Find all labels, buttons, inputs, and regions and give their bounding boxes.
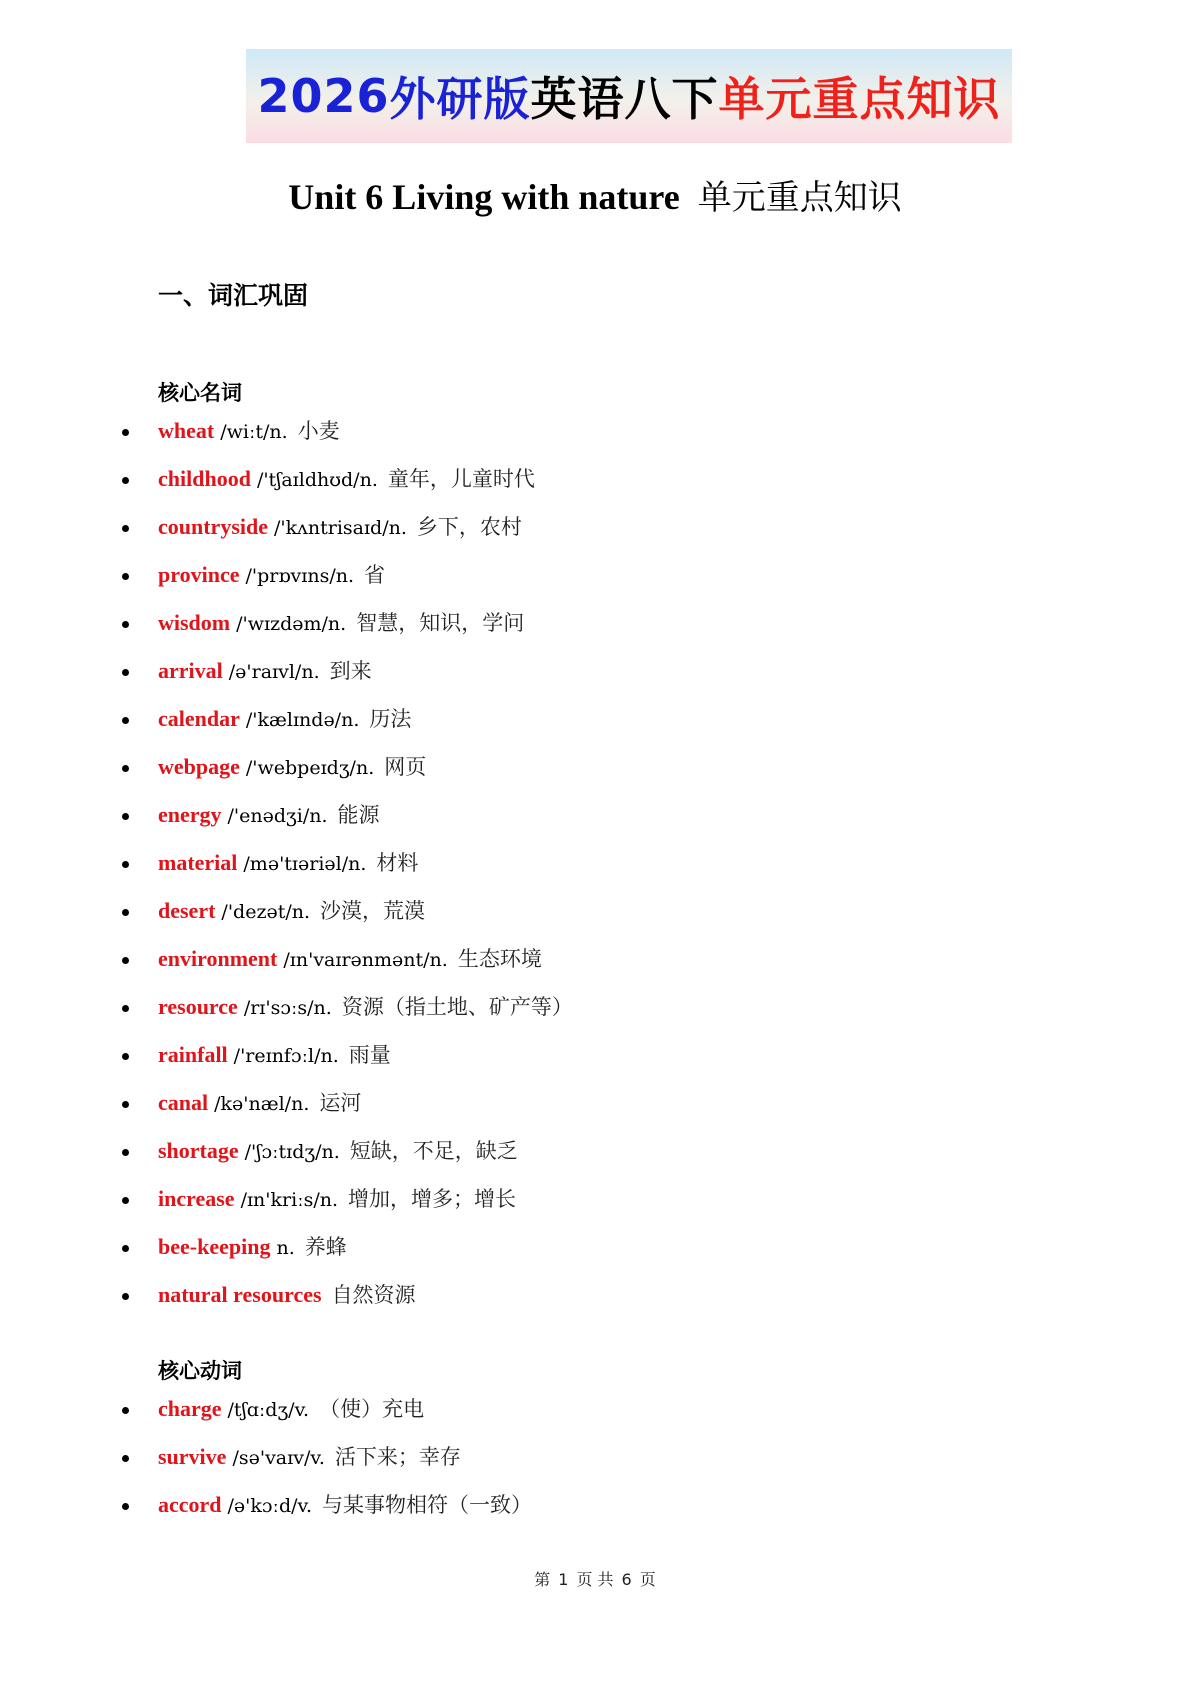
- bullet-icon: [122, 1455, 129, 1462]
- vocab-meaning: 养蜂: [304, 1235, 347, 1259]
- vocab-phonetic: /ə'raɪvl/n.: [228, 661, 320, 683]
- vocab-word: material: [158, 850, 238, 875]
- bullet-icon: [122, 1101, 129, 1108]
- vocab-word: shortage: [158, 1138, 239, 1163]
- banner-publisher: 外研版: [389, 72, 531, 126]
- vocab-word: survive: [158, 1444, 227, 1469]
- vocab-item: [0, 1491, 1190, 1539]
- vocab-item: [0, 609, 1190, 657]
- page-footer: [0, 1567, 1190, 1590]
- vocab-item: [0, 561, 1190, 609]
- vocab-word: charge: [158, 1396, 222, 1421]
- vocab-phonetic: /'webpeɪdʒ/n.: [245, 757, 375, 779]
- vocab-meaning: 与某事物相符（一致）: [322, 1493, 533, 1517]
- vocab-meaning: 网页: [384, 755, 427, 779]
- vocab-phonetic: /ɪn'vaɪrənmənt/n.: [283, 949, 448, 971]
- vocab-item: [0, 1185, 1190, 1233]
- bullet-icon: [122, 1407, 129, 1414]
- bullet-icon: [122, 957, 129, 964]
- bullet-icon: [122, 621, 129, 628]
- vocab-word: environment: [158, 946, 278, 971]
- vocab-meaning: （使）充电: [319, 1397, 425, 1421]
- vocab-meaning: 到来: [329, 659, 372, 683]
- unit-title-cn: 单元重点知识: [697, 178, 902, 218]
- vocab-item: [0, 849, 1190, 897]
- vocab-phonetic: /tʃɑːdʒ/v.: [227, 1399, 310, 1421]
- vocab-phonetic: /'wɪzdəm/n.: [236, 613, 347, 635]
- unit-title: Unit 6 Living with nature: [288, 177, 680, 217]
- footer-mid: 页 共: [576, 1570, 614, 1589]
- bullet-icon: [122, 429, 129, 436]
- vocab-meaning: 材料: [376, 851, 419, 875]
- vocab-word: bee-keeping: [158, 1234, 271, 1259]
- bullet-icon: [122, 525, 129, 532]
- vocab-meaning: 沙漠，荒漠: [320, 899, 426, 923]
- vocab-phonetic: /'dezət/n.: [221, 901, 311, 923]
- bullet-icon: [122, 765, 129, 772]
- bullet-icon: [122, 1053, 129, 1060]
- vocab-item: [0, 1443, 1190, 1491]
- vocab-item: [0, 801, 1190, 849]
- vocab-meaning: 短缺，不足，缺乏: [349, 1139, 518, 1163]
- vocab-phonetic: /mə'tɪəriəl/n.: [243, 853, 367, 875]
- vocab-word: wisdom: [158, 610, 231, 635]
- vocab-meaning: 智慧，知识，学问: [356, 611, 525, 635]
- vocab-item: [0, 705, 1190, 753]
- vocab-word: wheat: [158, 418, 215, 443]
- vocab-item: [0, 993, 1190, 1041]
- vocab-item: [0, 513, 1190, 561]
- vocab-phonetic: /sə'vaɪv/v.: [232, 1447, 325, 1469]
- bullet-icon: [122, 717, 129, 724]
- bullet-icon: [122, 573, 129, 580]
- title-banner: [246, 49, 1012, 143]
- vocab-phonetic: /rɪ'sɔːs/n.: [243, 997, 332, 1019]
- vocab-word: increase: [158, 1186, 235, 1211]
- vocab-item: [0, 657, 1190, 705]
- vocab-meaning: 自然资源: [331, 1283, 416, 1307]
- vocab-item: [0, 417, 1190, 465]
- vocab-word: calendar: [158, 706, 240, 731]
- banner-subject: 英语八下: [530, 72, 719, 126]
- bullet-icon: [122, 1005, 129, 1012]
- vocab-meaning: 能源: [337, 803, 380, 827]
- bullet-icon: [122, 1293, 129, 1300]
- footer-total-pages: 6: [621, 1570, 632, 1589]
- vocab-word: arrival: [158, 658, 223, 683]
- vocab-item: [0, 1281, 1190, 1329]
- verbs-heading: 核心动词: [158, 1359, 242, 1383]
- banner-topic: 单元重点知识: [718, 72, 1001, 126]
- vocab-meaning: 乡下，农村: [416, 515, 522, 539]
- vocab-item: [0, 945, 1190, 993]
- nouns-heading: 核心名词: [158, 381, 242, 405]
- bullet-icon: [122, 1245, 129, 1252]
- vocab-item: [0, 897, 1190, 945]
- bullet-icon: [122, 477, 129, 484]
- vocab-word: province: [158, 562, 240, 587]
- nouns-list: [0, 417, 1190, 1329]
- vocab-phonetic: /'prɒvɪns/n.: [245, 565, 354, 587]
- banner-year: 2026: [257, 69, 390, 123]
- vocab-phonetic: /'tʃaɪldhʊd/n.: [256, 469, 378, 491]
- vocab-meaning: 资源（指土地、矿产等）: [341, 995, 573, 1019]
- vocab-meaning: 增加，增多；增长: [348, 1187, 517, 1211]
- document-title: [0, 170, 1190, 219]
- bullet-icon: [122, 1149, 129, 1156]
- footer-pre: 第: [534, 1570, 551, 1589]
- vocab-phonetic: /'kælɪndə/n.: [245, 709, 360, 731]
- vocab-phonetic: /'enədʒi/n.: [227, 805, 328, 827]
- vocab-word: canal: [158, 1090, 209, 1115]
- vocab-meaning: 生态环境: [457, 947, 542, 971]
- vocab-word: webpage: [158, 754, 240, 779]
- bullet-icon: [122, 1503, 129, 1510]
- vocab-phonetic: /ɪn'kriːs/n.: [240, 1189, 339, 1211]
- vocab-phonetic: /ə'kɔːd/v.: [227, 1495, 313, 1517]
- vocab-phonetic: /wiːt/n.: [220, 421, 288, 443]
- vocab-phonetic: /kə'næl/n.: [214, 1093, 310, 1115]
- verbs-list: [0, 1395, 1190, 1539]
- vocab-meaning: 省: [364, 563, 385, 587]
- vocab-item: [0, 1233, 1190, 1281]
- vocab-word: natural resources: [158, 1282, 322, 1307]
- vocab-item: [0, 1137, 1190, 1185]
- vocab-item: [0, 1089, 1190, 1137]
- vocab-phonetic: /'kʌntrisaɪd/n.: [274, 517, 407, 539]
- vocab-phonetic: /'ʃɔːtɪdʒ/n.: [244, 1141, 340, 1163]
- vocab-word: rainfall: [158, 1042, 228, 1067]
- vocab-meaning: 小麦: [297, 419, 340, 443]
- vocab-word: accord: [158, 1492, 222, 1517]
- vocab-meaning: 雨量: [348, 1043, 391, 1067]
- vocab-meaning: 童年，儿童时代: [387, 467, 535, 491]
- vocab-word: desert: [158, 898, 216, 923]
- vocab-item: [0, 753, 1190, 801]
- vocab-item: [0, 1395, 1190, 1443]
- vocab-meaning: 活下来；幸存: [334, 1445, 461, 1469]
- bullet-icon: [122, 909, 129, 916]
- footer-post: 页: [639, 1570, 656, 1589]
- bullet-icon: [122, 1197, 129, 1204]
- vocab-phonetic: /'reɪnfɔːl/n.: [233, 1045, 339, 1067]
- vocab-phonetic: n.: [276, 1237, 295, 1259]
- vocab-meaning: 历法: [369, 707, 412, 731]
- section-heading-vocabulary: 一、词汇巩固: [158, 281, 309, 310]
- bullet-icon: [122, 813, 129, 820]
- vocab-word: childhood: [158, 466, 251, 491]
- vocab-word: energy: [158, 802, 222, 827]
- bullet-icon: [122, 861, 129, 868]
- vocab-word: countryside: [158, 514, 268, 539]
- vocab-word: resource: [158, 994, 238, 1019]
- vocab-item: [0, 1041, 1190, 1089]
- footer-page-number: 1: [558, 1570, 569, 1589]
- bullet-icon: [122, 669, 129, 676]
- vocab-meaning: 运河: [319, 1091, 362, 1115]
- vocab-item: [0, 465, 1190, 513]
